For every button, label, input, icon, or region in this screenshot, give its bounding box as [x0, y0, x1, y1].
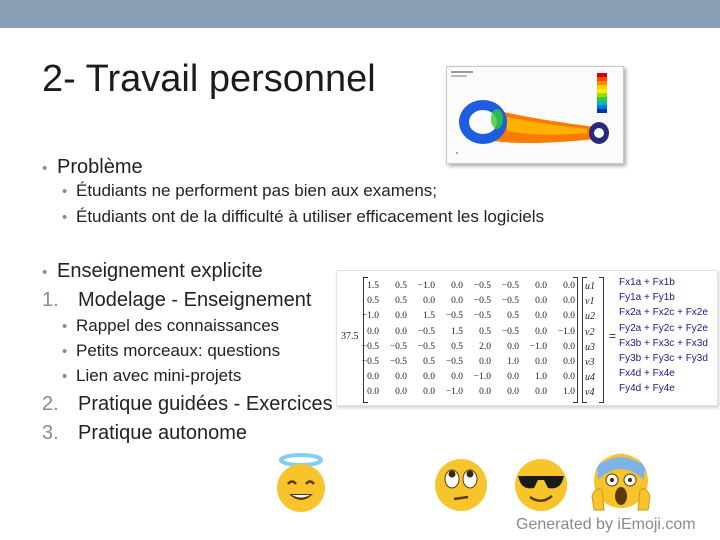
- matrix-cell: 0.0: [479, 387, 491, 398]
- sub-bullet-text: Rappel des connaissances: [76, 316, 280, 335]
- matrix-cell: −0.5: [361, 356, 379, 367]
- matrix-cell: −0.5: [389, 356, 407, 367]
- bullet-dot-icon: •: [42, 160, 48, 177]
- top-bar: [0, 0, 720, 28]
- matrix-cell: −0.5: [417, 326, 435, 337]
- matrix-cell: −0.5: [361, 341, 379, 352]
- matrix-cell: 1.5: [367, 281, 379, 291]
- matrix-cell: 1.5: [423, 311, 435, 322]
- step-label: Pratique guidées - Exercices: [78, 393, 333, 415]
- matrix-row: [351, 370, 575, 385]
- matrix-cell: 0.0: [563, 311, 575, 322]
- vector-right-bracket: [599, 277, 604, 403]
- unknowns-vector: [585, 279, 595, 401]
- matrix-cell: −1.0: [473, 372, 491, 383]
- matrix-cell: 0.0: [563, 296, 575, 307]
- unknown-cell: v2: [585, 326, 595, 338]
- matrix-cell: −0.5: [501, 281, 519, 291]
- emoji-credit: Generated by iEmoji.com: [516, 516, 696, 533]
- matrix-cell: 0.5: [395, 296, 407, 307]
- matrix-cell: 0.0: [423, 296, 435, 307]
- matrix-scale-label: 37.5: [341, 331, 359, 342]
- sub-bullet-text: Étudiants ne performent pas bien aux examens;: [76, 181, 437, 200]
- sunglasses-emoji-icon: [510, 452, 572, 514]
- matrix-cell: −0.5: [445, 356, 463, 367]
- stiffness-matrix-image: [336, 270, 718, 406]
- matrix-cell: 0.0: [563, 341, 575, 352]
- matrix-cell: 0.0: [423, 387, 435, 398]
- matrix-cell: 0.0: [563, 372, 575, 383]
- matrix-cell: 0.0: [535, 356, 547, 367]
- unknown-cell: u4: [585, 372, 595, 384]
- fea-simulation-image: [446, 66, 624, 164]
- matrix-cell: 0.0: [535, 281, 547, 291]
- step-number: 2.: [42, 393, 59, 415]
- matrix-cell: 1.0: [535, 372, 547, 383]
- matrix-cell: 0.0: [451, 281, 463, 291]
- matrix-cell: 0.0: [563, 356, 575, 367]
- matrix-cell: 0.0: [395, 387, 407, 398]
- unknown-cell: v3: [585, 356, 595, 368]
- bullet-dot-icon: •: [62, 343, 68, 360]
- unknown-cell: v4: [585, 387, 595, 399]
- matrix-row: [351, 340, 575, 355]
- matrix-cell: −1.0: [529, 341, 547, 352]
- step-number: 3.: [42, 422, 59, 444]
- numbered-step: [42, 422, 247, 445]
- matrix-grid: [351, 279, 575, 401]
- matrix-cell: 1.0: [563, 387, 575, 398]
- sub-bullet: [62, 341, 280, 361]
- matrix-row: [351, 294, 575, 309]
- bullet-enseignement-text: Enseignement explicite: [57, 260, 263, 282]
- step-label: Pratique autonome: [78, 422, 248, 444]
- bullet-probleme-text: Problème: [57, 156, 143, 178]
- matrix-cell: 0.0: [451, 296, 463, 307]
- matrix-row: [351, 279, 575, 294]
- matrix-cell: −0.5: [473, 296, 491, 307]
- numbered-step: [42, 289, 311, 312]
- matrix-cell: 0.0: [535, 311, 547, 322]
- force-cell: Fy1a + Fy1b: [619, 292, 675, 304]
- matrix-row: [351, 385, 575, 400]
- numbered-step: [42, 393, 333, 416]
- sub-bullet: [62, 366, 241, 386]
- unknown-cell: u1: [585, 281, 595, 292]
- force-cell: Fy3b + Fy3c + Fy3d: [619, 352, 708, 364]
- matrix-row: [351, 309, 575, 324]
- matrix-cell: 0.0: [451, 372, 463, 383]
- force-cell: Fx2a + Fx2c + Fx2e: [619, 307, 708, 319]
- matrix-cell: −1.0: [557, 326, 575, 337]
- equals-sign: =: [609, 329, 617, 343]
- eye-roll-emoji-icon: [430, 452, 492, 514]
- matrix-cell: 0.5: [395, 281, 407, 291]
- matrix-cell: 0.0: [535, 296, 547, 307]
- matrix-cell: 0.5: [479, 326, 491, 337]
- matrix-cell: 0.0: [535, 387, 547, 398]
- force-cell: Fx3b + Fx3c + Fx3d: [619, 337, 708, 349]
- slide-title: 2- Travail personnel: [42, 58, 376, 100]
- matrix-row: [351, 325, 575, 340]
- matrix-cell: 0.0: [535, 326, 547, 337]
- matrix-cell: 0.0: [367, 326, 379, 337]
- matrix-cell: −0.5: [473, 281, 491, 291]
- screaming-fear-emoji-icon: [588, 448, 650, 510]
- matrix-cell: −1.0: [417, 281, 435, 291]
- sub-bullet-text: Étudiants ont de la difficulté à utiliser efficacement les logiciels: [76, 207, 545, 226]
- unknown-cell: u2: [585, 311, 595, 323]
- unknown-cell: u3: [585, 341, 595, 353]
- matrix-cell: 0.5: [507, 311, 519, 322]
- halo-smile-emoji-icon: [270, 452, 332, 514]
- bullet-dot-icon: •: [62, 318, 68, 335]
- bullet-dot-icon: •: [62, 183, 68, 200]
- matrix-cell: 1.0: [507, 356, 519, 367]
- matrix-cell: 0.0: [367, 387, 379, 398]
- step-label: Modelage - Enseignement: [78, 289, 312, 311]
- step-number: 1.: [42, 289, 59, 311]
- sub-bullet-text: Lien avec mini-projets: [76, 366, 242, 385]
- matrix-cell: 1.5: [451, 326, 463, 337]
- matrix-cell: 0.0: [367, 372, 379, 383]
- matrix-cell: 0.0: [507, 341, 519, 352]
- sub-bullet: [62, 207, 544, 227]
- matrix-cell: −0.5: [445, 311, 463, 322]
- bullet-dot-icon: •: [62, 209, 68, 226]
- sub-bullet: [62, 181, 437, 201]
- matrix-cell: 0.0: [479, 356, 491, 367]
- matrix-cell: −1.0: [361, 311, 379, 322]
- bullet-enseignement: [42, 260, 263, 283]
- matrix-row: [351, 355, 575, 370]
- force-cell: Fy2a + Fy2c + Fy2e: [619, 322, 708, 334]
- bullet-probleme: [42, 156, 143, 179]
- matrix-cell: 0.0: [507, 372, 519, 383]
- matrix-cell: −0.5: [389, 341, 407, 352]
- force-cell: Fx1a + Fx1b: [619, 277, 675, 288]
- force-cell: Fx4d + Fx4e: [619, 368, 675, 380]
- matrix-cell: −0.5: [473, 311, 491, 322]
- matrix-cell: 2.0: [479, 341, 491, 352]
- matrix-cell: −0.5: [501, 296, 519, 307]
- matrix-cell: 0.0: [563, 281, 575, 291]
- matrix-cell: 0.0: [507, 387, 519, 398]
- matrix-cell: −1.0: [445, 387, 463, 398]
- force-cell: Fy4d + Fy4e: [619, 383, 675, 395]
- matrix-cell: −0.5: [417, 341, 435, 352]
- matrix-cell: 0.0: [395, 311, 407, 322]
- forces-vector: [619, 275, 708, 397]
- bullet-dot-icon: •: [42, 264, 48, 281]
- matrix-cell: 0.5: [423, 356, 435, 367]
- matrix-cell: −0.5: [501, 326, 519, 337]
- matrix-cell: 0.0: [395, 326, 407, 337]
- sub-bullet-text: Petits morceaux: questions: [76, 341, 281, 360]
- matrix-cell: 0.5: [451, 341, 463, 352]
- unknown-cell: v1: [585, 296, 595, 308]
- bullet-dot-icon: •: [62, 368, 68, 385]
- matrix-cell: 0.5: [367, 296, 379, 307]
- matrix-cell: 0.0: [395, 372, 407, 383]
- matrix-cell: 0.0: [423, 372, 435, 383]
- sub-bullet: [62, 316, 279, 336]
